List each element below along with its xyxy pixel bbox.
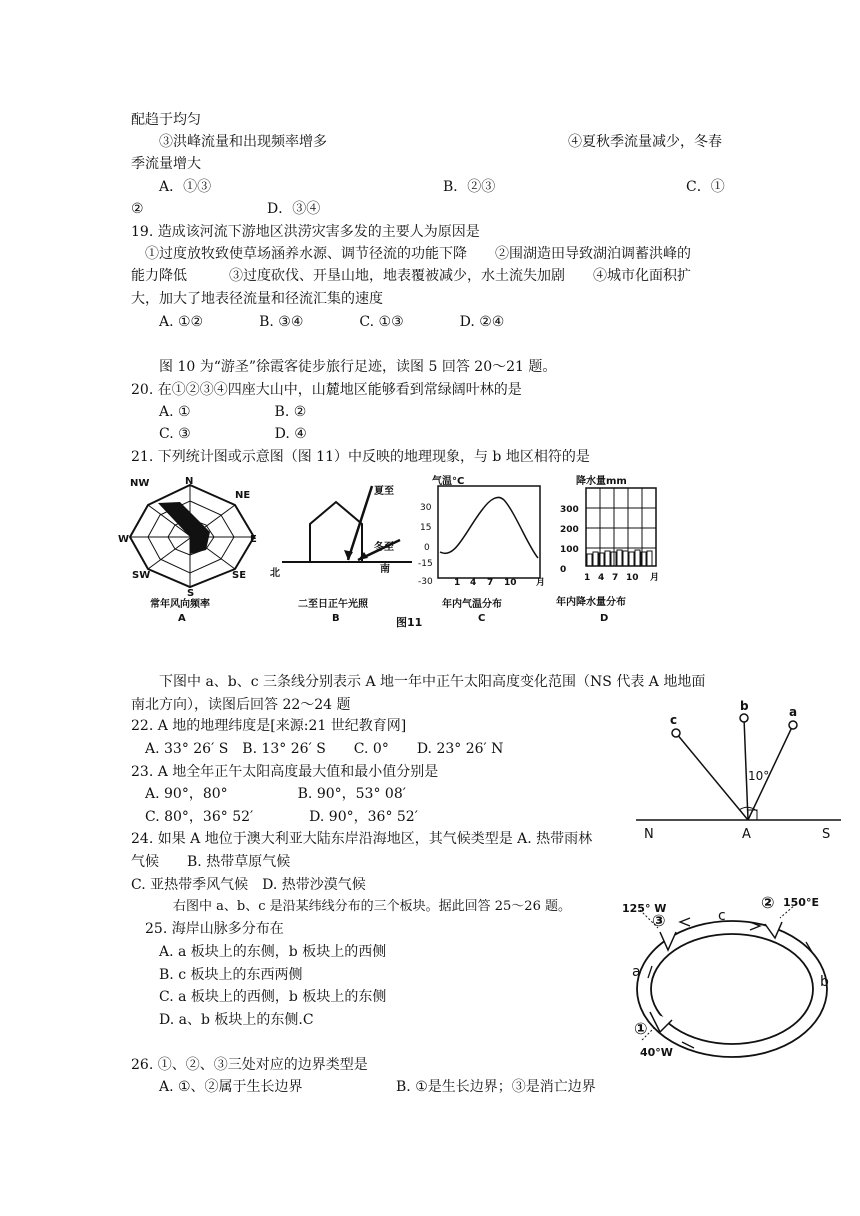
text-line: 气候 B. 热带草原气候 bbox=[131, 854, 291, 870]
option: D. a、b 板块上的东侧.C bbox=[159, 1012, 314, 1028]
label-winter: 冬至 bbox=[374, 542, 394, 553]
longitude-label: 150°E bbox=[783, 896, 819, 909]
question-19: 19. 造成该河流下游地区洪涝灾害多发的主要人为原因是 bbox=[131, 224, 480, 240]
plate-label-a: a bbox=[632, 964, 641, 980]
dir-label: SW bbox=[132, 570, 151, 581]
chart-caption: 二至日正午光照 bbox=[298, 599, 368, 610]
y-tick: 30 bbox=[420, 503, 432, 513]
precipitation-chart bbox=[556, 474, 659, 624]
x-tick: 4 bbox=[470, 578, 477, 588]
question-24: 24. 如果 A 地位于澳大利亚大陆东岸沿海地区，其气候类型是 A. 热带雨林 bbox=[131, 831, 593, 847]
dir-label: SE bbox=[232, 570, 247, 581]
longitude-label: 40°W bbox=[640, 1046, 673, 1059]
dir-label: NW bbox=[130, 478, 150, 489]
axis-label: 降水量mm bbox=[576, 476, 627, 487]
y-tick: 0 bbox=[424, 543, 430, 553]
x-unit: 月 bbox=[536, 578, 546, 588]
text-line: 大，加大了地表径流量和径流汇集的速度 bbox=[131, 291, 383, 307]
option: A．①③ bbox=[159, 179, 212, 195]
options: C. ③ D. ④ bbox=[159, 426, 307, 442]
y-tick: -15 bbox=[418, 559, 433, 569]
option: A. ①、②属于生长边界 bbox=[159, 1079, 303, 1095]
text-line: 配趋于均匀 bbox=[131, 112, 201, 128]
x-tick: 10 bbox=[626, 573, 639, 583]
label-N: N bbox=[644, 827, 654, 842]
marker-2: ② bbox=[761, 893, 775, 912]
label-c: c bbox=[670, 713, 678, 727]
marker-1: ① bbox=[634, 1019, 648, 1038]
option: C. a 板块上的西侧，b 板块上的东侧 bbox=[159, 989, 387, 1005]
options: A. 90°，80° B. 90°，53° 08′ bbox=[145, 786, 406, 802]
longitude-label: 125° W bbox=[622, 902, 667, 915]
text-line: ③洪峰流量和出现频率增多 bbox=[159, 134, 327, 150]
plate-figure bbox=[620, 892, 845, 1067]
label-summer: 夏至 bbox=[374, 486, 394, 497]
x-tick: 4 bbox=[598, 573, 605, 583]
text-line: ④夏秋季流量减少，冬春 bbox=[568, 134, 722, 150]
dir-label: N bbox=[185, 476, 194, 487]
y-tick: 100 bbox=[560, 545, 579, 555]
option: C．① bbox=[686, 179, 725, 195]
chart-letter: C bbox=[478, 613, 486, 624]
text-line: C. 亚热带季风气候 D. 热带沙漠气候 bbox=[131, 877, 366, 893]
option: D．③④ bbox=[267, 201, 321, 217]
x-tick: 7 bbox=[487, 578, 494, 588]
text-line: 右图中 a、b、c 是沿某纬线分布的三个板块。据此回答 25～26 题。 bbox=[173, 899, 571, 914]
axis-label: 气温°C bbox=[432, 476, 465, 487]
dir-label: S bbox=[187, 588, 195, 599]
question-21: 21. 下列统计图或示意图（图 11）中反映的地理现象，与 b 地区相符的是 bbox=[131, 449, 590, 465]
x-tick: 7 bbox=[612, 573, 619, 583]
label-A: A bbox=[742, 827, 751, 842]
label-south: 南 bbox=[380, 564, 390, 575]
dir-label: E bbox=[250, 534, 257, 545]
sunlight-diagram bbox=[270, 484, 412, 624]
plate-label-b: b bbox=[820, 974, 829, 990]
option: ② bbox=[131, 201, 144, 217]
chart-caption: 年内气温分布 bbox=[442, 599, 502, 610]
plate-label-c: c bbox=[718, 908, 726, 924]
sun-altitude-figure bbox=[636, 700, 844, 844]
text-line: 能力降低 ③过度砍伐、开垦山地，地表覆被减少，水土流失加剧 ④城市化面积扩 bbox=[131, 268, 691, 284]
options: A. ① B. ② bbox=[159, 404, 307, 420]
chart-letter: D bbox=[600, 613, 609, 624]
option: A. a 板块上的东侧，b 板块上的西侧 bbox=[159, 944, 387, 960]
options: A. 33° 26′ S B. 13° 26′ S C. 0° D. 23° 26′ N bbox=[145, 741, 504, 757]
dir-label: W bbox=[118, 534, 130, 545]
x-tick: 1 bbox=[584, 573, 591, 583]
label-north: 北 bbox=[270, 568, 280, 579]
option: B．②③ bbox=[443, 179, 496, 195]
wind-rose-chart bbox=[118, 476, 257, 624]
figure-11 bbox=[110, 472, 670, 632]
question-23: 23. A 地全年正午太阳高度最大值和最小值分别是 bbox=[131, 764, 439, 780]
temperature-chart bbox=[418, 474, 545, 624]
question-26: 26. ①、②、③三处对应的边界类型是 bbox=[131, 1057, 368, 1073]
label-a: a bbox=[789, 705, 798, 719]
sun-icon bbox=[672, 714, 797, 737]
text-line: 季流量增大 bbox=[131, 156, 201, 172]
y-tick: 0 bbox=[560, 565, 567, 575]
options: A. ①② B. ③④ C. ①③ D. ②④ bbox=[159, 314, 505, 330]
text-line: 下图中 a、b、c 三条线分别表示 A 地一年中正午太阳高度变化范围（NS 代表 A 地地面 bbox=[159, 674, 706, 690]
y-tick: -30 bbox=[418, 577, 433, 587]
chart-letter: A bbox=[178, 613, 186, 624]
marker-3: ③ bbox=[652, 911, 666, 930]
option: B. c 板块上的东西两侧 bbox=[159, 967, 303, 983]
label-b: b bbox=[740, 700, 749, 713]
dir-label: NE bbox=[235, 490, 251, 501]
text-line: 南北方向），读图后回答 22～24 题 bbox=[131, 697, 351, 713]
question-25: 25. 海岸山脉多分布在 bbox=[145, 921, 284, 937]
x-tick: 1 bbox=[454, 578, 461, 588]
chart-caption: 年内降水量分布 bbox=[556, 597, 626, 608]
options: C. 80°，36° 52′ D. 90°，36° 52′ bbox=[145, 809, 418, 825]
y-tick: 200 bbox=[560, 525, 579, 535]
x-tick: 10 bbox=[504, 578, 517, 588]
option: B. ①是生长边界；③是消亡边界 bbox=[396, 1079, 596, 1095]
question-22: 22. A 地的地理纬度是[来源:21 世纪教育网] bbox=[131, 718, 407, 734]
question-20: 20. 在①②③④四座大山中，山麓地区能够看到常绿阔叶林的是 bbox=[131, 382, 522, 398]
chart-caption: 常年风向频率 bbox=[150, 599, 210, 610]
x-unit: 月 bbox=[650, 573, 660, 583]
chart-letter: B bbox=[332, 613, 340, 624]
angle-label: 10° bbox=[748, 769, 770, 783]
y-tick: 15 bbox=[420, 523, 432, 533]
y-tick: 300 bbox=[560, 505, 579, 515]
text-line: ①过度放牧致使草场涵养水源、调节径流的功能下降 ②围湖造田导致湖泊调蓄洪峰的 bbox=[145, 246, 691, 262]
label-S: S bbox=[822, 827, 831, 842]
text-line: 图 10 为“游圣”徐霞客徒步旅行足迹，读图 5 回答 20～21 题。 bbox=[159, 359, 557, 375]
figure-title: 图11 bbox=[396, 616, 423, 629]
